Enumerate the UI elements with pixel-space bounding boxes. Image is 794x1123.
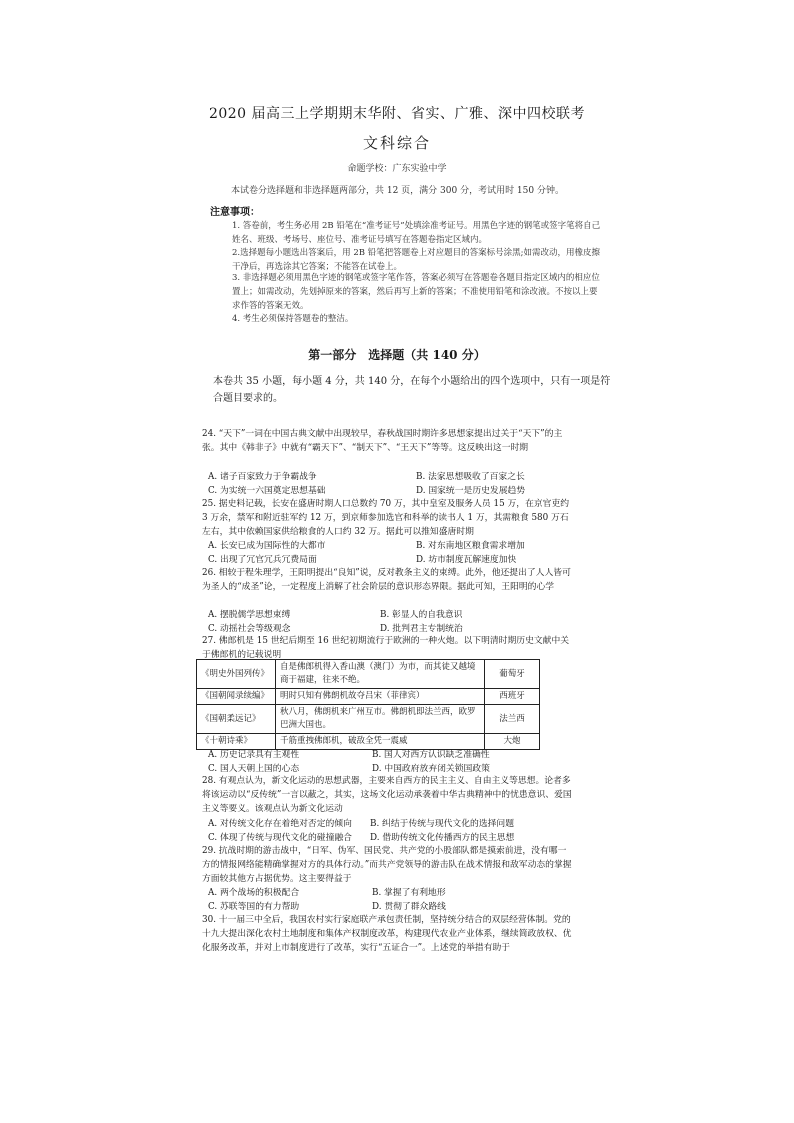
q24-option-c: C. 为实统一六国奠定思想基础 <box>208 486 326 496</box>
q28-option-d: D. 借助传统文化传播西方的民主思想 <box>370 833 515 843</box>
q26-option-c: C. 动摇社会等级观念 <box>208 624 291 634</box>
table-cell-record: 秋八月，佛朗机来广州互市。佛朗机即法兰西，欧罗巴洲大国也。 <box>276 705 485 734</box>
table-cell-source: 《国朝闻录续编》 <box>197 689 276 705</box>
question-28-stem: 28. 有观点认为，新文化运动的思想武器，主要来自西方的民主主义、自由主义等思想。论者多将该运动以“反传统”一言以蔽之，其实，这场文化运动承袭着中华古典精神中的忧患意识、爱国主义等要义。该观点认为新文化运动 <box>202 776 572 814</box>
notice-item-2: 2.选择题每小题选出答案后，用 2B 铅笔把答题卷上对应题目的答案标号涂黑;如需改动，用橡皮擦干净后，再选涂其它答案；不能答在试卷上。 <box>232 248 601 272</box>
q27-option-b: B. 国人对西方认识缺乏准确性 <box>372 750 490 760</box>
part-intro: 本卷共 35 小题，每小题 4 分，共 140 分，在每个小题给出的四个选项中，只有一项是符合题目要求的。 <box>213 376 611 404</box>
table-cell-record: 千筋重拽佛郎机，破敌全凭一震威 <box>276 734 485 750</box>
question-25-stem: 25. 据史料记载，长安在盛唐时期人口总数约 70 万，其中皇室及服务人员 15 万，在京官吏约 3 万余，禁军和附近驻军约 12 万，到京师参加选官和科举的读书人 1 万，其需粮食 580 万石左右，其中依赖国家供给粮食的人口约 32 万。据此可以推知盛唐时期 <box>202 499 570 537</box>
exam-school: 命题学校：广东实验中学 <box>347 164 447 174</box>
question-24-stem: 24. “天下”一词在中国古典文献中出现较早，春秋战国时期许多思想家提出过关于“天下”的主张。其中《韩非子》中就有“霸天下”、“制天下”、“王天下”等等。这反映出这一时期 <box>202 429 563 453</box>
notice-item-1: 1. 答卷前，考生务必用 2B 铅笔在“准考证号”处填涂准考证号。用黑色字迹的钢笔或签字笔将自己姓名、班级、考场号、座位号、准考证号填写在答题卷指定区域内。 <box>232 221 601 245</box>
table-cell-country: 法兰西 <box>485 705 540 734</box>
q24-option-b: B. 法家思想吸收了百家之长 <box>416 472 525 482</box>
question-30-stem: 30. 十一届三中全后，我国农村实行家庭联产承包责任制，坚持统分结合的双层经营体制。党的十九大提出深化农村土地制度和集体产权制度改革，构建现代农业产业体系，继续简政放权、优化服务改革，并对上市制度进行了改革，实行“五证合一”。上述党的举措有助于 <box>202 915 572 953</box>
q27-option-a: A. 历史记录具有主观性 <box>208 750 300 760</box>
question-29-stem: 29. 抗战时期的游击战中，“日军、伪军、国民党、共产党的小股部队都是摸索前进，没有哪一方的情报网络能精确掌握对方的具体行动。”而共产党领导的游击队在战术情报和敌军动态的掌握方面较其他方占据优势。这主要得益于 <box>202 846 572 884</box>
q26-option-a: A. 摆脱儒学思想束缚 <box>208 610 291 620</box>
q24-option-a: A. 诸子百家致力于争霸战争 <box>208 472 317 482</box>
table-cell-record: 自是佛郎机得入香山澳（澳门）为市，而其徒又越境商于福建，往来不绝。 <box>276 660 485 689</box>
exam-intro: 本试卷分选择题和非选择题两部分，共 12 页，满分 300 分，考试用时 150 分钟。 <box>231 186 564 196</box>
q26-option-d: D. 批判君主专制统治 <box>380 624 463 634</box>
exam-subject: 文科综合 <box>362 134 431 152</box>
notice-item-3: 3. 非选择题必须用黑色字迹的钢笔或签字笔作答，答案必须写在答题卷各题目指定区域内的相应位置上；如需改动，先划掉原来的答案，然后再写上新的答案；不准使用铅笔和涂改液。不按以上要求作答的答案无效。 <box>232 273 600 311</box>
table-cell-country: 葡萄牙 <box>485 660 540 689</box>
table-cell-source: 《十朝诗乘》 <box>197 734 276 750</box>
table-cell-record: 明时只知有佛朗机故夺吕宋（菲律宾） <box>276 689 485 705</box>
question-26-stem: 26. 相较于程朱理学，王阳明提出“良知”说，反对教条主义的束缚。此外，他还提出了人人皆可为圣人的“成圣”论，一定程度上消解了社会阶层的意识形态界限。据此可知，王阳明的心学 <box>202 568 571 592</box>
q29-option-b: B. 掌握了有利地形 <box>372 888 446 898</box>
table-row <box>197 689 540 705</box>
q24-option-d: D. 国家统一是历史发展趋势 <box>416 486 526 496</box>
q25-option-b: B. 对东南地区粮食需求增加 <box>416 541 525 551</box>
table-cell-country: 西班牙 <box>485 689 540 705</box>
q26-option-b: B. 彰显人的自我意识 <box>380 610 463 620</box>
notice-item-4: 4. 考生必须保持答题卷的整洁。 <box>232 314 354 324</box>
q25-option-a: A. 长安已成为国际性的大都市 <box>208 541 326 551</box>
table-cell-source: 《国朝柔远记》 <box>197 705 276 734</box>
table-cell-country: 大炮 <box>485 734 540 750</box>
table-cell-source: 《明史外国列传》 <box>197 660 276 689</box>
q28-option-b: B. 纠结于传统与现代文化的选择问题 <box>370 819 515 829</box>
q28-option-a: A. 对传统文化存在着绝对否定的倾向 <box>208 819 352 829</box>
q25-option-d: D. 坊市制度瓦解速度加快 <box>416 555 517 565</box>
question-27-stem: 27. 佛郎机是 15 世纪后期至 16 世纪初期流行于欧洲的一种火炮。以下明清时期历史文献中关于佛郎机的记载说明 <box>202 636 570 660</box>
q29-option-d: D. 贯彻了群众路线 <box>372 902 446 912</box>
exam-title: 2020 届高三上学期期末华附、省实、广雅、深中四校联考 <box>208 106 586 122</box>
q29-option-a: A. 两个战场的积极配合 <box>208 888 300 898</box>
q25-option-c: C. 出现了冗官冗兵冗费局面 <box>208 555 317 565</box>
q27-option-d: D. 中国政府放弃闭关锁国政策 <box>372 764 490 774</box>
table-row <box>197 660 540 689</box>
q29-option-c: C. 苏联等国的有力帮助 <box>208 902 300 912</box>
q27-table <box>196 659 540 750</box>
part-title: 第一部分 选择题（共 140 分） <box>308 348 486 362</box>
table-row <box>197 705 540 734</box>
q28-option-c: C. 体现了传统与现代文化的碰撞融合 <box>208 833 352 843</box>
q27-option-c: C. 国人天朝上国的心态 <box>208 764 300 774</box>
notice-heading: 注意事项： <box>210 207 260 218</box>
